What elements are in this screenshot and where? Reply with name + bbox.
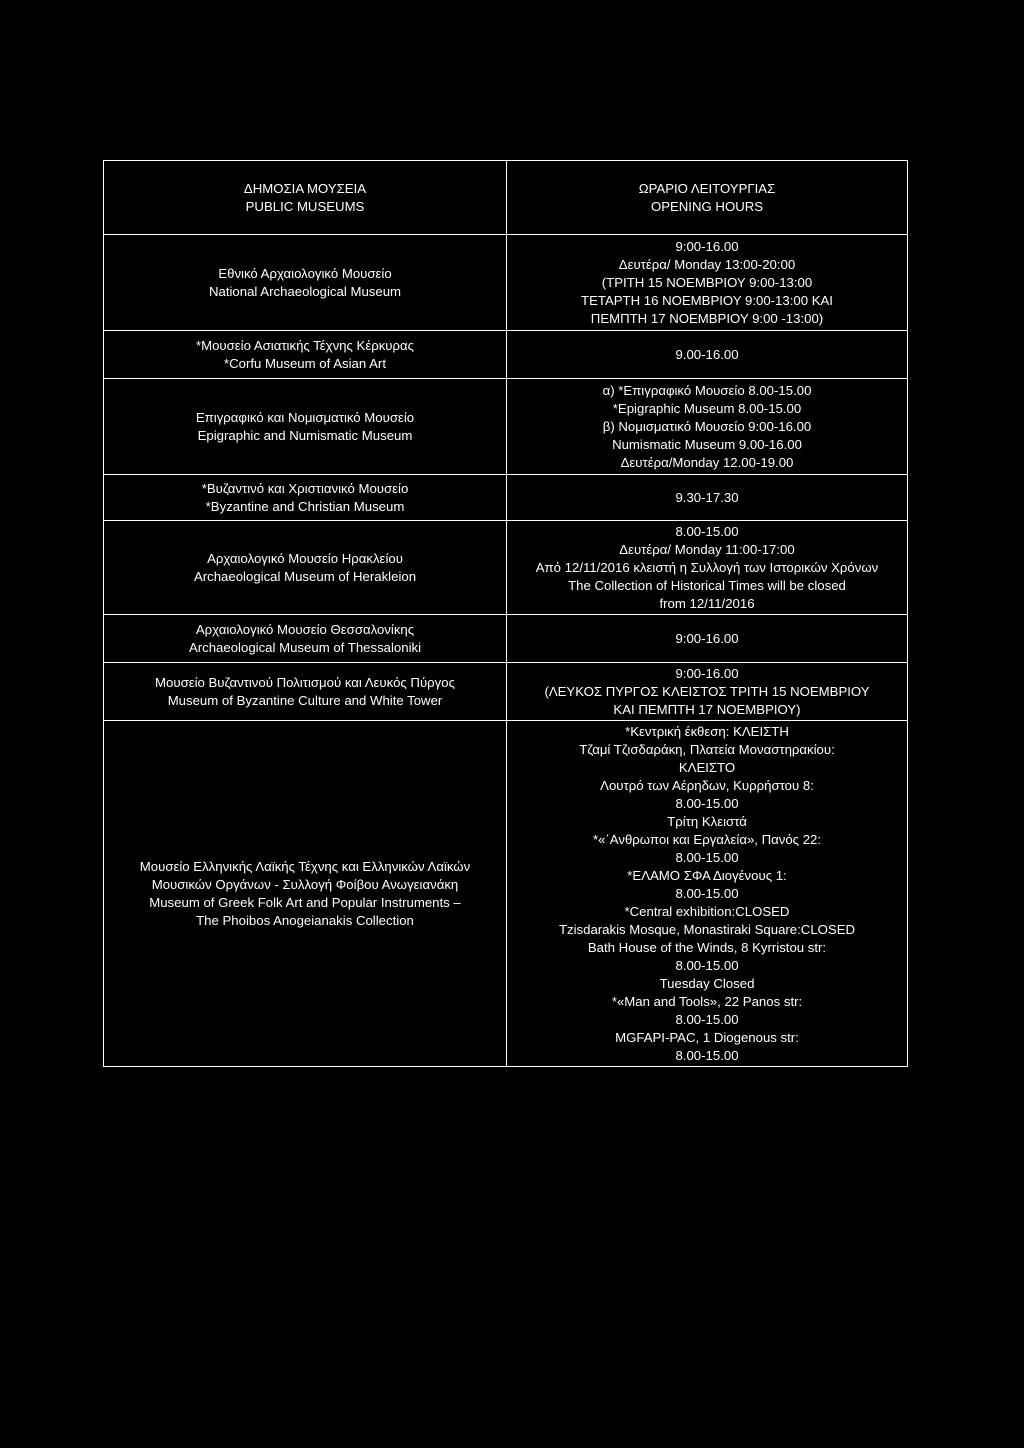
hours-line: Τζαμί Τζισδαράκη, Πλατεία Μοναστηρακίου:: [579, 741, 835, 757]
hours-line: 9:00-16.00: [675, 630, 739, 646]
hours-line: 9:00-16.00: [675, 665, 739, 681]
hours-line: Numismatic Museum 9.00-16.00: [612, 436, 802, 452]
museum-name-line: Archaeological Museum of Thessaloniki: [188, 639, 422, 655]
hours-line: *Epigraphic Museum 8.00-15.00: [612, 400, 802, 416]
table-row: [104, 663, 908, 721]
museum-name-cell: [104, 615, 507, 663]
hours-line: Τρίτη Κλειστά: [667, 813, 747, 829]
table-row: [104, 331, 908, 379]
table-row: [104, 721, 908, 1067]
hours-line: Tuesday Closed: [659, 975, 755, 991]
hours-header-cell: [507, 161, 908, 235]
hours-line: 9.00-16.00: [675, 346, 739, 362]
hours-line: Bath House of the Winds, 8 Kyrristou str:: [587, 939, 827, 955]
museum-hours-table: [103, 160, 908, 1067]
museum-name-cell: [104, 379, 507, 475]
opening-hours-cell: [507, 379, 908, 475]
museum-name-line: *Μουσείο Ασιατικής Τέχνης Κέρκυρας: [195, 337, 415, 353]
table-row: [104, 475, 908, 521]
hours-line: 8.00-15.00: [675, 523, 739, 539]
hours-line: *ΕΛΑΜΟ ΣΦΑ Διογένους 1:: [627, 867, 787, 883]
hours-line: ΠΕΜΠΤΗ 17 ΝΟΕΜΒΡΙΟΥ 9:00 -13:00): [590, 310, 824, 326]
museum-name-line: *Βυζαντινό και Χριστιανικό Μουσείο: [201, 480, 409, 496]
opening-hours-cell: [507, 721, 908, 1067]
hours-line: ΚΛΕΙΣΤΟ: [678, 759, 736, 775]
hours-header-en: OPENING HOURS: [650, 198, 764, 214]
museum-name-line: Μουσείο Βυζαντινού Πολιτισμού και Λευκός Πύργος: [155, 674, 455, 690]
museum-name-cell: [104, 663, 507, 721]
hours-line: 8.00-15.00: [675, 795, 739, 811]
hours-line: 8.00-15.00: [675, 885, 739, 901]
museum-name-line: Επιγραφικό και Νομισματικό Μουσείο: [195, 409, 415, 425]
museum-name-line: Μουσικών Οργάνων - Συλλογή Φοίβου Ανωγειανάκη: [151, 876, 459, 892]
museum-name-cell: [104, 521, 507, 615]
hours-line: Λουτρό των Αέρηδων, Κυρρήστου 8:: [600, 777, 814, 793]
museum-name-cell: [104, 235, 507, 331]
hours-header-el: ΩΡΑΡΙΟ ΛΕΙΤΟΥΡΓΙΑΣ: [638, 180, 776, 196]
hours-line: Δευτέρα/ Monday 11:00-17:00: [619, 541, 795, 557]
table-row: [104, 615, 908, 663]
hours-line: 8.00-15.00: [675, 1011, 739, 1027]
hours-line: 8.00-15.00: [675, 957, 739, 973]
hours-line: Δευτέρα/ Monday 13:00-20:00: [618, 256, 796, 272]
opening-hours-cell: [507, 331, 908, 379]
table-row: [104, 235, 908, 331]
museum-name-line: *Corfu Museum of Asian Art: [224, 355, 386, 371]
hours-line: Δευτέρα/Monday 12.00-19.00: [620, 454, 794, 470]
hours-line: *Central exhibition:CLOSED: [624, 903, 790, 919]
header-row: [104, 161, 908, 235]
museum-name-line: *Byzantine and Christian Museum: [205, 498, 405, 514]
hours-line: 9:00-16.00: [675, 238, 739, 254]
museum-name-cell: [104, 721, 507, 1067]
museum-name-line: Archaeological Museum of Herakleion: [193, 568, 417, 584]
opening-hours-cell: [507, 235, 908, 331]
hours-line: *«΄Ανθρωποι και Εργαλεία», Πανός 22:: [592, 831, 822, 847]
hours-line: 8.00-15.00: [675, 849, 739, 865]
hours-line: *«Man and Tools», 22 Panos str:: [611, 993, 803, 1009]
museum-name-line: Museum of Byzantine Culture and White Tower: [167, 692, 443, 708]
museums-header-en: PUBLIC MUSEUMS: [245, 198, 365, 214]
opening-hours-cell: [507, 663, 908, 721]
museum-name-line: Epigraphic and Numismatic Museum: [197, 427, 413, 443]
hours-line: ΤΕΤΑΡΤΗ 16 ΝΟΕΜΒΡΙΟΥ 9:00-13:00 ΚΑΙ: [581, 292, 833, 308]
museum-name-cell: [104, 331, 507, 379]
hours-line: β) Νομισματικό Μουσείο 9:00-16.00: [602, 418, 812, 434]
hours-line: (ΛΕΥΚΟΣ ΠΥΡΓΟΣ ΚΛΕΙΣΤΟΣ ΤΡΙΤΗ 15 ΝΟΕΜΒΡΙΟΥ: [544, 683, 870, 699]
hours-line: ΚΑΙ ΠΕΜΠΤΗ 17 ΝΟΕΜΒΡΙΟΥ): [613, 701, 801, 717]
hours-line: 9.30-17.30: [675, 489, 739, 505]
hours-line: The Collection of Historical Times will be closed: [568, 577, 846, 593]
museum-name-line: National Archaeological Museum: [208, 283, 402, 299]
museum-name-line: Museum of Greek Folk Art and Popular Instruments –: [149, 894, 461, 910]
hours-line: MGFAPI-PAC, 1 Diogenous str:: [615, 1029, 799, 1045]
table-row: [104, 379, 908, 475]
museum-name-cell: [104, 475, 507, 521]
museums-header-el: ΔΗΜΟΣΙΑ ΜΟΥΣΕΙΑ: [243, 180, 367, 196]
museum-name-line: The Phoibos Anogeianakis Collection: [196, 912, 414, 928]
table-row: [104, 521, 908, 615]
hours-line: *Κεντρική έκθεση: ΚΛΕΙΣΤΗ: [625, 723, 789, 739]
hours-line: (ΤΡΙΤΗ 15 ΝΟΕΜΒΡΙΟΥ 9:00-13:00: [601, 274, 813, 290]
museum-name-line: Μουσείο Ελληνικής Λαϊκής Τέχνης και Ελληνικών Λαϊκών: [139, 858, 471, 874]
opening-hours-cell: [507, 521, 908, 615]
museum-name-line: Αρχαιολογικό Μουσείο Ηρακλείου: [207, 550, 403, 566]
opening-hours-cell: [507, 475, 908, 521]
hours-line: Από 12/11/2016 κλειστή η Συλλογή των Ιστορικών Χρόνων: [535, 559, 879, 575]
hours-line: α) *Επιγραφικό Μουσείο 8.00-15.00: [602, 382, 812, 398]
museums-header-cell: [104, 161, 507, 235]
hours-line: Tzisdarakis Mosque, Monastiraki Square:CLOSED: [558, 921, 856, 937]
museum-name-line: Εθνικό Αρχαιολογικό Μουσείο: [218, 265, 392, 281]
museum-name-line: Αρχαιολογικό Μουσείο Θεσσαλονίκης: [195, 621, 415, 637]
opening-hours-cell: [507, 615, 908, 663]
hours-line: from 12/11/2016: [659, 595, 755, 611]
hours-line: 8.00-15.00: [675, 1047, 739, 1063]
